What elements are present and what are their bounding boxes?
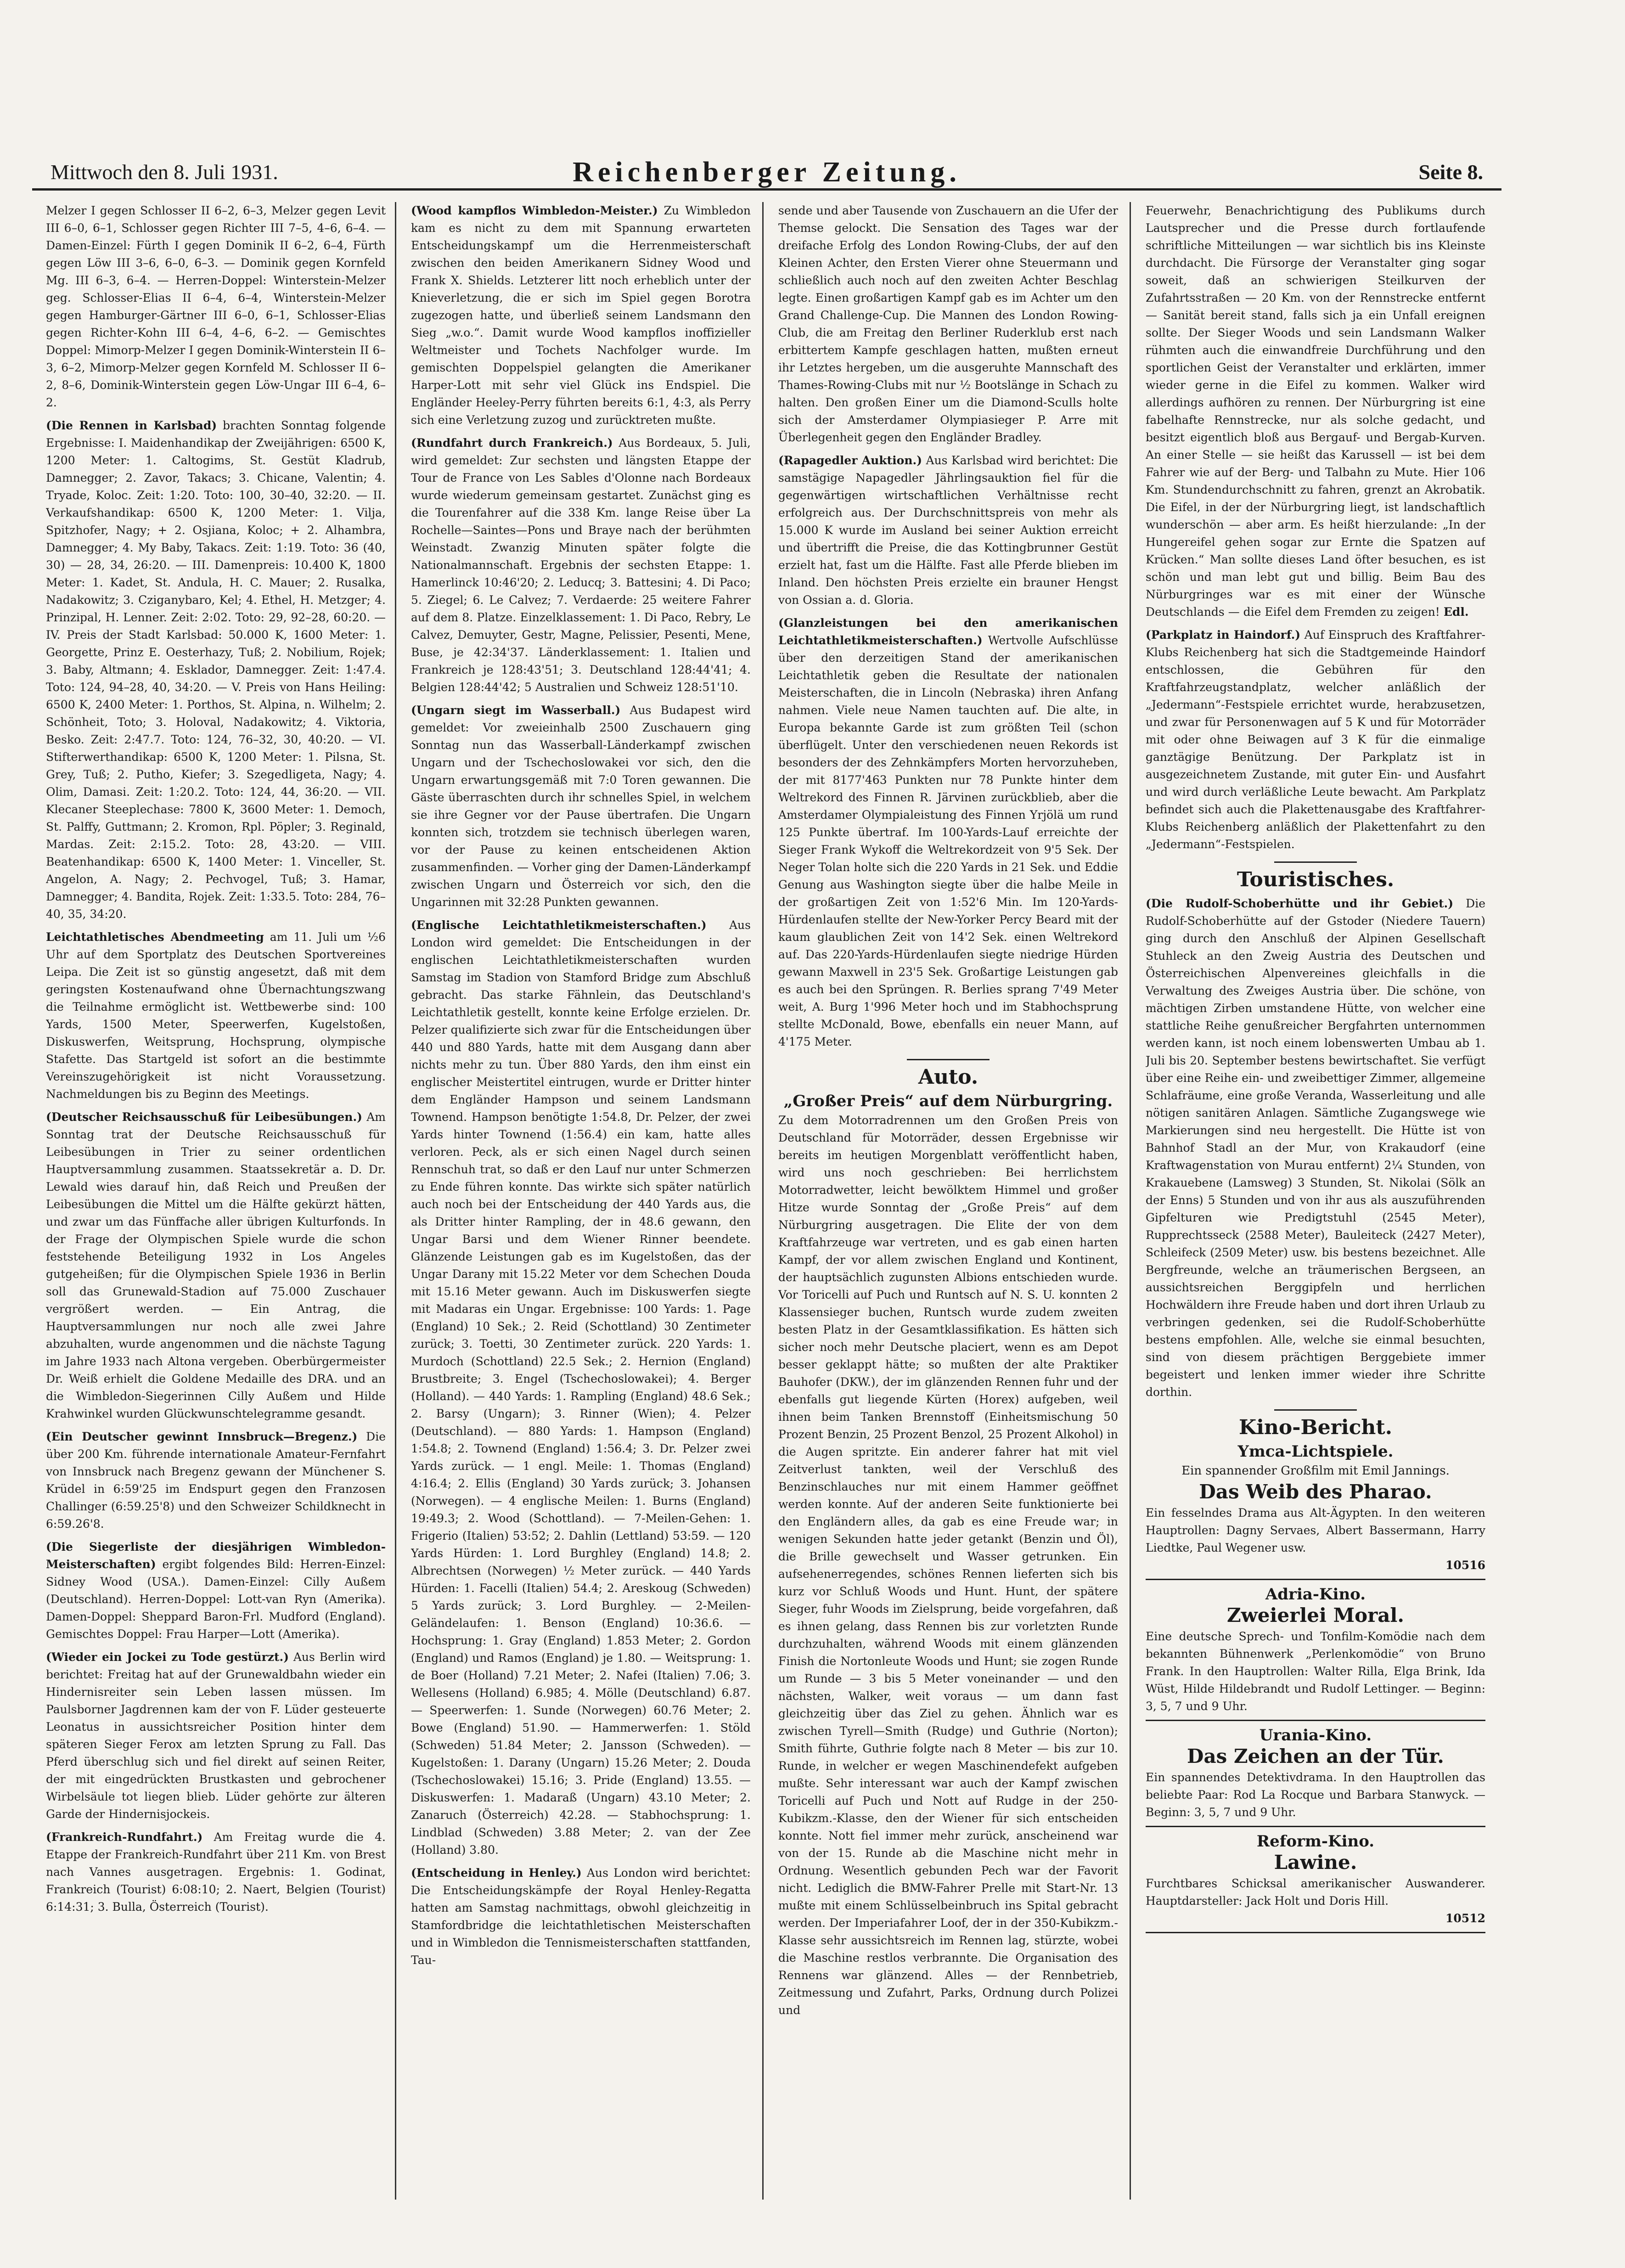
cinema-listing — [1146, 1586, 1485, 1721]
ad-code: 10516 — [1445, 1559, 1485, 1572]
article-tour-stage4 — [46, 1829, 386, 1916]
column-4 — [1146, 202, 1485, 2200]
cinema-listing — [1146, 1833, 1485, 1933]
page-header — [32, 152, 1501, 191]
article-text: Aus London wird gemeldet: Die Entscheidungen in der englischen Leichtathletikmeisterschaften wurden Samstag im Stadion von Stamford Bridge zum Abschluß gebracht. Das starke Fähnlein, das Deutschland's Leichtathletik gestellt, konnte keine Erfolge erzielen. Dr. Pelzer qualifizierte sich zwar für die Entscheidungen über 440 und 880 Yards, hatte mit dem Ausgang dann aber nichts mehr zu tun. Über 880 Yards, den ihm einst ein englischer Meistertitel eintrugen, wurde er Dritter hinter dem Engländer Hampson und seinem Landsmann Townend. Hampson benötigte 1:54.8, Dr. Pelzer, der zwei Yards hinter Townend (1:56.4) ein kam, hatte alles verloren. Peck, als er sich einen Nagel durch seinen Rennschuh trat, so daß er den Lauf nur unter Schmerzen zu Ende führen konnte. Das wirkte sich später natürlich auch noch bei der Entscheidung der 440 Yards aus, die als Dritter hinter Rampling, der in 48.6 gewann, den Ungar Barsi und dem Wiener Rinner beendete. Glänzende Leistungen gab es im Kugelstoßen, das der Ungar Darany mit 15.22 Meter vor dem Schechen Douda mit 15.16 Meter gewann. Auch im Diskuswerfen siegte mit Madaras ein Ungar. Ergebnisse: 100 Yards: 1. Page (England) 10 Sek.; 2. Reid (Schottland) 30 Zentimeter zurück; 3. Toetti, 30 Zentimeter zurück. 220 Yards: 1. Murdoch (Schottland) 22.5 Sek.; 2. Hernion (England) Brustbreite; 3. Engel (Tschechoslowakei); 4. Berger (Holland). — 440 Yards: 1. Rampling (England) 48.6 Sek.; 2. Barsy (Ungarn); 3. Rinner (Wien); 4. Pelzer (Deutschland). — 880 Yards: 1. Hampson (England) 1:54.8; 2. Townend (England) 1:56.4; 3. Dr. Pelzer zwei Yards zurück. — 1 engl. Meile: 1. Thomas (England) 4:16.4; 2. Ellis (England) 30 Yards zurück; 3. Johansen (Norwegen). — 4 englische Meilen: 1. Burns (England) 19:49.3; 2. Wood (Schottland). — 7-Meilen-Gehen: 1. Frigerio (Italien) 53:52; 2. Dahlin (Lettland) 53:59. — 120 Yards Hürden: 1. Lord Burghley (England) 14.8; 2. Albrechtsen (Norwegen) ½ Meter zurück. — 440 Yards Hürden: 1. Facelli (Italien) 54.4; 2. Areskoug (Schweden) 5 Yards zurück; 3. Lord Burghley. — 2-Meilen-Geländelaufen: 1. Benson (England) 10:36.6. — Hochsprung: 1. Gray (England) 1.853 Meter; 2. Gordon (England) und Ramos (England) je 1.80. — Weitsprung: 1. de Boer (Holland) 7.21 Meter; 2. Nafei (Italien) 7.06; 3. Wellesens (Holland) 6.985; 4. Mölle (Deutschland) 6.87. — Speerwerfen: 1. Sunde (Norwegen) 60.76 Meter; 2. Bowe (England) 51.90. — Hammerwerfen: 1. Stöld (Schweden) 51.84 Meter; 2. Jansson (Schweden). — Kugelstoßen: 1. Darany (Ungarn) 15.26 Meter; 2. Douda (Tschechoslowakei) 15.16; 3. Pride (England) 13.55. — Diskuswerfen: 1. Madaraß (Ungarn) 43.10 Meter; 2. Zanaruch (Österreich) 42.28. — Stabhochsprung: 1. Lindblad (Schweden) 3.88 Meter; 2. van der Zee (Holland) 3.80. — [411, 918, 751, 1857]
article-heading: (Glanzleistungen bei den amerikanischen Leichtathletikmeisterschaften.) — [778, 616, 1118, 647]
article-heading: Leichtathletisches Abendmeeting — [46, 930, 264, 944]
article-text: Wertvolle Aufschlüsse über den derzeitigen Stand der amerikanischen Leichtathletik geben die Resultate der nationalen Meisterschaften, die in Lincoln (Nebraska) ihren Anfang nahmen. Viele neue Namen tauchten auf. Die alte, in Europa bekannte Garde ist zum größten Teil (schon überflügelt. Unter den verschiedenen neuen Rekords ist besonders der des Zehnkämpfers Morten hervorzuheben, der mit 8177'463 Punkten nur 78 Punkte hinter dem Weltrekord des Finnen R. Järvinen zurückblieb, aber die Amsterdamer Olympialeistung des Finnen Yrjölä um rund 125 Punkte übertraf. Im 100-Yards-Lauf erreichte der Sieger Frank Wykoff die Weltrekordzeit von 9'5 Sek. Der Neger Tolan holte sich die 220 Yards in 21 Sek. und Eddie Genung aus Washington siegte über die halbe Meile in der großartigen Zeit von 1:52'6 Min. Im 120-Yards-Hürdenlaufen stellte der New-Yorker Percy Beard mit der kaum glaublichen Zeit von 14'2 Sek. einen Weltrekord auf. Das 220-Yards-Hürdenlaufen siegte niedrige Hürden gewann Maxwell in 23'5 Sek. Großartige Leistungen gab es auch bei den Sprüngen. R. Berlies sprang 7'49 Meter weit, A. Burg 1'996 Meter hoch und im Stabhochsprung stellte McDonald, Bowe, ebenfalls ein neuer Mann, auf 4'175 Meter. — [778, 634, 1118, 1048]
article-reichsausschuss — [46, 1109, 386, 1423]
article-innsbruck-bregenz — [46, 1428, 386, 1533]
article-heading: (Die Siegerliste der diesjährigen Wimbledon-Meisterschaften) — [46, 1540, 386, 1571]
section-title-kino: Kino-Bericht. — [1238, 1416, 1393, 1439]
article-parking-haindorf — [1146, 626, 1485, 853]
article-text: Zu Wimbledon kam es nicht zu dem mit Spannung erwarteten Entscheidungskampf um die Herrenmeisterschaft zwischen den beiden Amerikanern Sidney Wood und Frank X. Shields. Letzterer litt noch erheblich unter der Knieverletzung, die er sich im Spiel gegen Borotra zugezogen hatte, und überließ seinem Landsmann den Sieg „w.o.“. Damit wurde Wood kampflos inoffizieller Weltmeister und Tochets Nachfolger wurde. Im gemischten Doppelspiel gelangten die Amerikaner Harper-Lott mit sehr viel Glück ins Endspiel. Die Engländer Heeley-Perry führten bereits 6:1, 4:3, als Perry sich eine Verletzung zuzog und zurücktreten mußte. — [411, 204, 751, 427]
page-number: Seite 8. — [1418, 160, 1483, 184]
article-heading: (Frankreich-Rundfahrt.) — [46, 1830, 203, 1844]
article-heading: (Wieder ein Jockei zu Tode gestürzt.) — [46, 1650, 289, 1664]
article-heading: (Deutscher Reichsausschuß für Leibesübungen.) — [46, 1110, 363, 1124]
film-title: Das Weib des Pharao. — [1199, 1480, 1432, 1503]
article-text: Auf Einspruch des Kraftfahrer-Klubs Reichenberg hat sich die Stadtgemeinde Haindorf entschlossen, die Gebühren für den Kraftfahrzeugstandplatz, welcher anläßlich der „Jedermann“-Festspiele errichtet wurde, herabzusetzen, und zwar für Personenwagen auf 5 K und für Motorräder mit oder ohne Beiwagen auf 3 K für die einmalige ganztägige Benützung. Der Parkplatz ist in ausgezeichnetem Zustande, mit guter Ein- und Ausfahrt und wird durch verläßliche Leute bewacht. Am Parkplatz befindet sich auch die Plakettenausgabe des Kraftfahrer-Klubs Reichenberg anläßlich der Plakettenfahrt zu den „Jedermann“-Festspielen. — [1146, 628, 1485, 851]
article-text: Melzer I gegen Schlosser II 6–2, 6–3, Melzer gegen Levit III 6–0, 6–1, Schlosser gegen Richter III 7–5, 4–6, 6–4. — Damen-Einzel: Fürth I gegen Dominik II 6–2, 6–4, Fürth gegen Löw III 3–6, 6–0, 6–3. — Dominik gegen Kornfeld Mg. III 6–3, 6–4. — Herren-Doppel: Winterstein-Melzer geg. Schlosser-Elias II 6–4, 6–4, Winterstein-Melzer gegen Hamburger-Gärtner III 6–0, 6–1, Schlosser-Elias gegen Richter-Kohn III 6–4, 4–6, 6–2. — Gemischtes Doppel: Mimorp-Melzer I gegen Dominik-Winterstein II 6–3, 6–2, Mimorp-Melzer gegen Kornfeld M. Schlosser II 6–2, 8–6, Dominik-Winterstein gegen Löw-Ungar III 6–4, 6–2. — [46, 204, 386, 409]
column-rule — [1130, 202, 1131, 2200]
article-jockey-death — [46, 1649, 386, 1823]
cinema-name: Adria-Kino. — [1265, 1585, 1366, 1604]
article-english-athletics — [411, 917, 751, 1859]
article-heading: (Parkplatz in Haindorf.) — [1146, 628, 1301, 642]
section-divider — [1274, 1409, 1357, 1411]
article-heading: (Die Rennen in Karlsbad) — [46, 419, 217, 432]
section-title-auto: Auto. — [918, 1065, 978, 1089]
film-title: Lawine. — [1274, 1851, 1357, 1874]
ad-code: 10512 — [1445, 1912, 1485, 1925]
article-water-polo — [411, 702, 751, 911]
film-title: Zweierlei Moral. — [1226, 1604, 1405, 1626]
article-karlsbad-races — [46, 417, 386, 923]
article-text: sende und aber Tausende von Zuschauern an die Ufer der Themse gelockt. Die Sensation des Tages war der dreifache Erfolg des London Rowing-Clubs, der auf den Kleinen Achter, den Ersten Vierer ohne Steuermann und schließlich auch noch auf den zweiten Achter Beschlag legte. Einen großartigen Kampf gab es im Achter um den Grand Challenge-Cup. Die Mannen des London Rowing-Club, die am Freitag den Berliner Ruderklub erst nach erbittertem Kampfe geschlagen hatten, mußten erneut ihr Letztes hergeben, um die ausgeruhte Mannschaft des Thames-Rowing-Clubs mit nur ½ Bootslänge in Schach zu halten. Den großen Einer um die Diamond-Sculls holte sich der Amsterdamer Olympiasieger P. Arre mit Überlegenheit gegen den Engländer Bradley. — [778, 204, 1118, 444]
column-rule — [395, 202, 396, 2200]
article-text: Aus Karlsbad wird berichtet: Die samstägige Napagedler Jährlingsauktion fiel für die gegenwärtigen wirtschaftlichen Verhältnisse recht erfolgreich aus. Der Durchschnittspreis von mehr als 15.000 K wurde im Ausland bei seiner Auktion erreicht und übertrifft die Preise, die das Kottingbrunner Gestüt erzielt hat, fast um die Hälfte. Fast alle Pferde blieben im Inland. Den höchsten Preis erzielte ein brauner Hengst von Ossian a. d. Gloria. — [778, 454, 1118, 607]
cinema-tagline: Ein spannender Großfilm mit Emil Jannings. — [1181, 1464, 1450, 1478]
article-signature: Edl. — [1443, 605, 1469, 619]
article-henley — [411, 1864, 751, 1969]
section-divider — [1274, 861, 1357, 863]
article-nuerburgring — [778, 1112, 1118, 2019]
section-title-touristisches: Touristisches. — [1237, 868, 1394, 891]
film-description: Ein fesselndes Drama aus Alt-Ägypten. In den weiteren Hauptrollen: Dagny Servaes, Albert Bassermann, Harry Liedtke, Paul Wegener usw. — [1146, 1506, 1485, 1554]
article-text: ergibt folgendes Bild: Herren-Einzel: Sidney Wood (USA.). Damen-Einzel: Cilly Außem (Deutschland). Herren-Doppel: Lott-van Ryn (Amerika). Damen-Doppel: Sheppard Baron-Frl. Mudford (England). Gemischtes Doppel: Frau Harper—Lott (Amerika). — [46, 1558, 386, 1641]
article-leipa-meeting — [46, 929, 386, 1103]
column-3 — [778, 202, 1118, 2200]
article-text: Zu dem Motorradrennen um den Großen Preis von Deutschland für Motorräder, dessen Ergebnisse wir bereits im heutigen Morgenblatt veröffentlicht haben, wird uns noch geschrieben: Bei herrlichstem Motorradwetter, leicht bewölktem Himmel und großer Hitze wurde Sonntag der „Große Preis“ auf dem Nürburgring ausgetragen. Die Elite der von dem Kraftfahrzeuge war vertreten, und es gab einen harten Kampf, der vor allem zwischen England und Kontinent, der hauptsächlich zugunsten Albions entschieden wurde. Vor Toricelli auf Puch und Runtsch auf N. S. U. konnten 2 Klassensieger buchen, Runtsch wurde zudem zweiten besten Platz in der Gesamtklassifikation. Es hätten sich sicher noch mehr Deutsche placiert, wenn es am Depot besser geklappt hätte; so mußten der alte Praktiker Bauhofer (DKW.), der im glänzenden Rennen fuhr und der ebenfalls gut liegende Kürten (Horex) aufgeben, weil ihnen beim Tanken Brennstoff (Einheitsmischung 50 Prozent Benzin, 25 Prozent Benzol, 25 Prozent Alkohol) in die Augen spritzte. Ein anderer fahrer hat mit viel Zeitverlust tankten, weil der Verschluß des Benzinschlauches nur mit einem Hammer geöffnet werden konnte. Auf der anderen Seite funktionierte bei den Engländern alles, da gab es eine Freude war; in wenigen Sekunden hatte jeder getankt (Benzin und Öl), die Brille gewechselt und Wasser getrunken. Ein aufsehenerregendes, schönes Rennen lieferten sich bis kurz vor Schluß Woods und Hunt. Hunt, der spätere Sieger, fuhr Woods im Zielsprung, beide vorgefahren, daß es ihnen gelang, dass Rennen bis zur vorletzten Runde durchzuhalten, während Woods mit einem glänzenden Finish die Nortonleute Woods und Hunt; sie zogen Runde um Runde — 3 bis 5 Meter voneinander — und den nächsten, Walker, weit voraus — um dann fast gleichzeitig über das Ziel zu gehen. Ähnlich war es zwischen Tyrell—Smith (Rudge) und Guthrie (Norton); Smith führte, Guthrie folgte nach 8 Meter — bis zur 10. Runde, in welcher er wegen Maschinendefekt aufgeben mußte. Sehr interessant war auch der Kampf zwischen Toricelli auf Puch und Nott auf Rudge in der 250-Kubikzm.-Klasse, den der Wiener für sich entscheiden konnte. Nott fiel immer mehr zurück, anscheinend war von der 15. Runde ab die Maschine nicht mehr in Ordnung. Wesentlich gebunden Pech war der Favorit nicht. Lediglich die BMW-Fahrer Prelle mit Start-Nr. 13 mußte mit einem Schlüsselbeinbruch ins Spital gebracht werden. Der Imperiafahrer Loof, der in der 350-Kubikzm.-Klasse sehr aussichtsreich im Rennen lag, stürzte, wobei die Maschine restlos verbrannte. Die Organisation des Rennens war glänzend. Alles — der Rennbetrieb, Zeitmessung und Zufahrt, Parks, Ordnung durch Polizei und — [778, 1114, 1118, 2017]
article-heading: (Die Rudolf-Schoberhütte und ihr Gebiet.) — [1146, 897, 1454, 910]
article-heading: (Ein Deutscher gewinnt Innsbruck—Bregenz.) — [46, 1430, 358, 1443]
article-heading: (Rapagedler Auktion.) — [778, 454, 922, 467]
article-napagedl-auction — [778, 452, 1118, 609]
article-text: Aus Budapest wird gemeldet: Vor zweieinhalb 2500 Zuschauern ging Sonntag nun das Wasserball-Länderkampf zwischen Ungarn und der Tschechoslowakei vor sich, den die Ungarn erwartungsgemäß mit 7:0 Toren gewannen. Die Gäste überraschten durch ihr schnelles Spiel, in welchem sie ihre Gegner vor der Pause übertrafen. Die Ungarn konnten sich, trotzdem sie technisch überlegen waren, vor der Pause zu keinen entscheidenen Aktion zusammenfinden. — Vorher ging der Damen-Länderkampf zwischen Ungarn und Österreich vor sich, den die Ungarinnen mit 32:28 Punkten gewannen. — [411, 703, 751, 909]
film-description: Eine deutsche Sprech- und Tonfilm-Komödie nach dem bekannten Bühnenwerk „Perlenkomödie“ von Bruno Frank. In den Hauptrollen: Walter Rilla, Elga Brink, Ida Wüst, Hilde Hildebrandt und Rudolf Lettinger. — Beginn: 3, 5, 7 und 9 Uhr. — [1146, 1630, 1485, 1713]
cinema-name: Urania-Kino. — [1259, 1726, 1372, 1745]
article-text: Aus Bordeaux, 5. Juli, wird gemeldet: Zur sechsten und längsten Etappe der Tour de France von Les Sables d'Olonne nach Bordeaux wurde wiederum gemeinsam gestartet. Zunächst ging es die Tourenfahrer auf die 338 Km. lange Reise über La Rochelle—Saintes—Pons und Braye nach der berühmten Weinstadt. Zwanzig Minuten später folgte die Nationalmannschaft. Ergebnis der sechsten Etappe: 1. Hamerlinck 10:46'20; 2. Leducq; 3. Battesini; 4. Di Paco; 5. Ziegel; 6. Le Calvez; 7. Verdaerde: 25 weitere Fahrer auf dem 8. Platze. Einzelklassement: 1. Di Paco, Rebry, Le Calvez, Demuyter, Gestr, Magne, Pelissier, Pesenti, Mene, Buse, je 42:34'37. Länderklassement: 1. Italien und Frankreich je 128:43'51; 3. Deutschland 128:44'41; 4. Belgien 128:44'42; 5 Australien und Schweiz 128:51'10. — [411, 436, 751, 694]
article-heading: (Englische Leichtathletikmeisterschaften.) — [411, 918, 707, 932]
article-schoberhuette — [1146, 895, 1485, 1401]
article-text: Feuerwehr, Benachrichtigung des Publikums durch Lautsprecher und die Presse durch fortlaufende schriftliche Mitteilungen — war sichtlich bis ins Kleinste durchdacht. Die Fürsorge der Veranstalter ging sogar soweit, daß an schwierigen Steilkurven der Zufahrtsstraßen — 20 Km. von der Rennstrecke entfernt — Sanität bereit stand, falls sich ja ein Unfall ereignen sollte. Der Sieger Woods und sein Landsmann Walker rühmten auch die einwandfreie Durchführung und den sportlichen Geist der Veranstalter und erklärten, immer wieder gerne in die Eifel zu kommen. Walker wird allerdings aufhören zu rennen. Der Nürburgring ist eine fabelhafte Rennstrecke, nur als solche gedacht, und besitzt eigentlich bloß aus Bergauf- und Bergab-Kurven. An einer Stelle — sie heißt das Karussell — ist bei dem Fahrer wie auf der Berg- und Talbahn zu Mute. Hier 106 Km. Stundendurchschnitt zu fahren, grenzt an Akrobatik. Die Eifel, in der der Nürburgring liegt, ist landschaftlich wunderschön — aber arm. Es heißt hierzulande: „In der Hungereifel gehen sogar zur Ernte die Spatzen auf Krücken.“ Man sollte dieses Land öfter besuchen, es ist schön und man lebt gut und billig. Beim Bau des Nürburgringes war es mit einer der Wünsche Deutschlands — die Eifel dem Fremden zu zeigen! — [1146, 204, 1485, 619]
column-2 — [411, 202, 751, 2200]
film-description: Ein spannendes Detektivdrama. In den Hauptrollen das beliebte Paar: Rod La Rocque und Barbara Stanwyck. — Beginn: 3, 5, 7 und 9 Uhr. — [1146, 1771, 1485, 1819]
article-wood-wimbledon — [411, 202, 751, 429]
article-text: Die über 200 Km. führende internationale Amateur-Fernfahrt von Innsbruck nach Bregenz gewann der Münchener S. Krüdel in 6:59'25 im Endspurt gegen den Franzosen Challinger (6:59.25'8) und den Schweizer Schildknecht in 6:59.26'8. — [46, 1430, 386, 1531]
header-date: Mittwoch den 8. Juli 1931. — [51, 160, 278, 184]
article-text: Am Freitag wurde die 4. Etappe der Frankreich-Rundfahrt über 211 Km. von Brest nach Vannes ausgetragen. Ergebnis: 1. Godinat, Frankreich (Tourist) 6:08:10; 2. Naert, Belgien (Tourist) 6:14:31; 3. Bulla, Österreich (Tourist). — [46, 1830, 386, 1913]
cinema-name: Reform-Kino. — [1256, 1832, 1375, 1851]
article-heading: (Wood kampflos Wimbledon-Meister.) — [411, 204, 658, 217]
article-nuerburgring-continued — [1146, 202, 1485, 621]
cinema-listing — [1146, 1443, 1485, 1580]
newspaper-title: Reichenberger Zeitung. — [573, 157, 961, 188]
article-american-athletics — [778, 614, 1118, 1051]
article-heading: (Entscheidung in Henley.) — [411, 1866, 582, 1880]
column-1 — [46, 202, 386, 2200]
film-title: Das Zeichen an der Tür. — [1187, 1745, 1444, 1767]
column-rule — [762, 202, 764, 2200]
article-tour-de-france — [411, 434, 751, 696]
article-heading: „Großer Preis“ auf dem Nürburgring. — [783, 1092, 1113, 1110]
article-text: brachten Sonntag folgende Ergebnisse: I. Maidenhandikap der Zweijährigen: 6500 K, 1200 Meter: 1. Caltogims, St. Gestüt Kladrub, Damnegger; 2. Zavor, Takacs; 3. Chicane, Valentin; 4. Tryade, Koloc. Zeit: 1:20. Toto: 100, 30–40, 32:20. — II. Verkaufshandikap: 6500 K, 1200 Meter: 1. Vilja, Spitzhofer, Nagy; + 2. Osjiana, Koloc; + 2. Alhambra, Damnegger; 4. My Baby, Takacs. Zeit: 1:19. Toto: 36 (40, 30) — 28, 34, 26:20. — III. Damenpreis: 10.400 K, 1800 Meter: 1. Kadet, St. Andula, H. C. Mauer; 2. Rusalka, Nadakowitz; 3. Cziganybaro, Kel; 4. Ethel, H. Metzger; 4. Prinzipal, H. Lenner. Zeit: 2:02. Toto: 29, 92–28, 60:20. — IV. Preis der Stadt Karlsbad: 50.000 K, 1600 Meter: 1. Georgette, Prinz E. Oesterhazy, Tuß; 2. Nobilium, Rojek; 3. Baby, Altmann; 4. Esklador, Damnegger. Zeit: 1:47.4. Toto: 124, 94–28, 40, 34:20. — V. Preis von Hans Heiling: 6500 K, 2400 Meter: 1. Porthos, St. Alpina, n. Wilhelm; 2. Schönheit, Toto; 3. Holoval, Nadakowitz; 4. Viktoria, Besko. Zeit: 2:47.7. Toto: 124, 76–32, 30, 40:20. — VI. Stifterwerthandikap: 6500 K, 1200 Meter: 1. Pilsna, St. Grey, Tuß; 2. Putho, Kiefer; 3. Szegedligeta, Nagy; 4. Olim, Damasi. Zeit: 1:20.2. Toto: 124, 44, 36:20. — VII. Klecaner Steeplechase: 7800 K, 3600 Meter: 1. Democh, St. Palffy, Guttmann; 2. Kromon, Rpl. Pöpler; 3. Reginald, Mardas. Zeit: 2:15.2. Toto: 28, 43:20. — VIII. Beatenhandikap: 6500 K, 1400 Meter: 1. Vinceller, St. Angelon, A. Nagy; 2. Pechvogel, Tuß; 3. Hamar, Damnegger; 4. Bandita, Rojek. Zeit: 1:33.5. Toto: 284, 76–40, 35, 34:20. — [46, 419, 386, 921]
cinema-name: Ymca-Lichtspiele. — [1237, 1442, 1394, 1461]
article-tennis-results — [46, 202, 386, 411]
cinema-listing — [1146, 1727, 1485, 1827]
article-text: Aus Berlin wird berichtet: Freitag hat auf der Grunewaldbahn wieder ein Hindernisreiter sein Leben lassen müssen. Im Paulsborner Jagdrennen kam der von F. Lüder gesteuerte Leonatus in aussichtsreicher Position hinter dem späteren Sieger Ferox am letzten Sprung zu Fall. Das Pferd überschlug sich und fiel direkt auf seinen Reiter, der mit eingedrückten Brustkasten und gebrochener Wirbelsäule tot liegen blieb. Lüder gehörte zur älteren Garde der Hindernisjockeis. — [46, 1650, 386, 1821]
article-heading: (Rundfahrt durch Frankreich.) — [411, 436, 613, 450]
newspaper-page — [32, 152, 1501, 2209]
article-text: Aus London wird berichtet: Die Entscheidungskämpfe der Royal Henley-Regatta hatten am Samstag nachmittags, obwohl gleichzeitig in Stamfordbridge die leichtathletischen Meisterschaften und in Wimbledon die Tennismeisterschaften stattfanden, Tau- — [411, 1866, 751, 1967]
film-description: Furchtbares Schicksal amerikanischer Auswanderer. Hauptdarsteller: Jack Holt und Doris Hill. — [1146, 1877, 1485, 1908]
article-text: Die Rudolf-Schoberhütte auf der Gstoder (Niedere Tauern) ging durch den Anschluß der Alpinen Gesellschaft Stuhleck an den Zweig Austria des Deutschen und Österreichischen Alpenvereines gleichfalls in die Verwaltung des Zweiges Austria über. Die schöne, von mächtigen Zirben umstandene Hütte, von welcher eine stattliche Reihe genußreicher Bergfahrten unternommen werden kann, ist noch einem lobenswerten Umbau ab 1. Juli bis 20. September bestens bewirtschaftet. Sie verfügt über eine Reihe ein- und zweibettiger Zimmer, allgemeine Schlafräume, eine große Veranda, Wasserleitung und alle nötigen sanitären Anlagen. Sämtliche Zugangswege wie Markierungen sind neu hergestellt. Die Hütte ist von Bahnhof Stadl an der Mur, von Krakaudorf (eine Kraftwagenstation von Murau entfernt) 2¼ Stunden, von Krakauebene (Lamsweg) 3 Stunden, St. Nikolai (Sölk an der Enns) 5 Stunden und von ihr aus als auszuführenden Gipfelturen wie Predigtstuhl (2545 Meter), Rupprechtsseck (2588 Meter), Bauleiteck (2427 Meter), Schleifeck (2509 Meter) usw. bis bestens bezeichnet. Alle Bergfreunde, welche an träumerischen Bergseen, an aussichtsreichen Berggipfeln und herrlichen Hochwäldern ihre Freude haben und dort ihren Urlaub zu verbringen gedenken, sei die Rudolf-Schoberhütte bestens empfohlen. Alle, welche sie einmal besuchten, sind von diesem prächtigen Berggebiete immer begeistert und lenken immer wieder ihre Schritte dorthin. — [1146, 897, 1485, 1399]
article-wimbledon-winners — [46, 1538, 386, 1643]
article-text: Am Sonntag trat der Deutsche Reichsausschuß für Leibesübungen in Trier zu seiner ordentlichen Hauptversammlung zusammen. Staatssekretär a. D. Dr. Lewald wies darauf hin, daß Reich und Preußen der Leibesübungen die Mittel um die Hälfte gekürzt hätten, und zwar um das Fünffache aller übrigen Kulturfonds. In der Frage der Olympischen Spiele wurde die schon feststehende Beteiligung 1932 in Los Angeles gutgeheißen; für die Olympischen Spiele 1936 in Berlin soll das Grunewald-Stadion auf 75.000 Zuschauer vergrößert werden. — Ein Antrag, die Hauptversammlungen nur noch alle zwei Jahre abzuhalten, wurde angenommen und die nächste Tagung im Jahre 1933 nach Altona vergeben. Oberbürgermeister Dr. Weiß erhielt die Goldene Medaille des DRA. und an die Wimbledon-Siegerinnen Cilly Außem und Hilde Krahwinkel wurden Glückwunschtelegramme gesandt. — [46, 1110, 386, 1420]
article-text: am 11. Juli um ½6 Uhr auf dem Sportplatz des Deutschen Sportvereines Leipa. Die Zeit ist so günstig angesetzt, daß mit dem geringsten Kostenaufwand ohne Übernachtungszwang die Teilnahme ermöglicht ist. Wettbewerbe sind: 100 Yards, 1500 Meter, Speerwerfen, Kugelstoßen, Diskuswerfen, Weitsprung, Hochsprung, olympische Stafette. Das Startgeld ist sofort an die bestimmte Vereinszugehörigkeit ist nicht Voraussetzung. Nachmeldungen bis zu Beginn des Meetings. — [46, 930, 386, 1101]
section-divider — [907, 1059, 990, 1060]
article-heading: (Ungarn siegt im Wasserball.) — [411, 703, 621, 717]
article-henley-continued — [778, 202, 1118, 446]
